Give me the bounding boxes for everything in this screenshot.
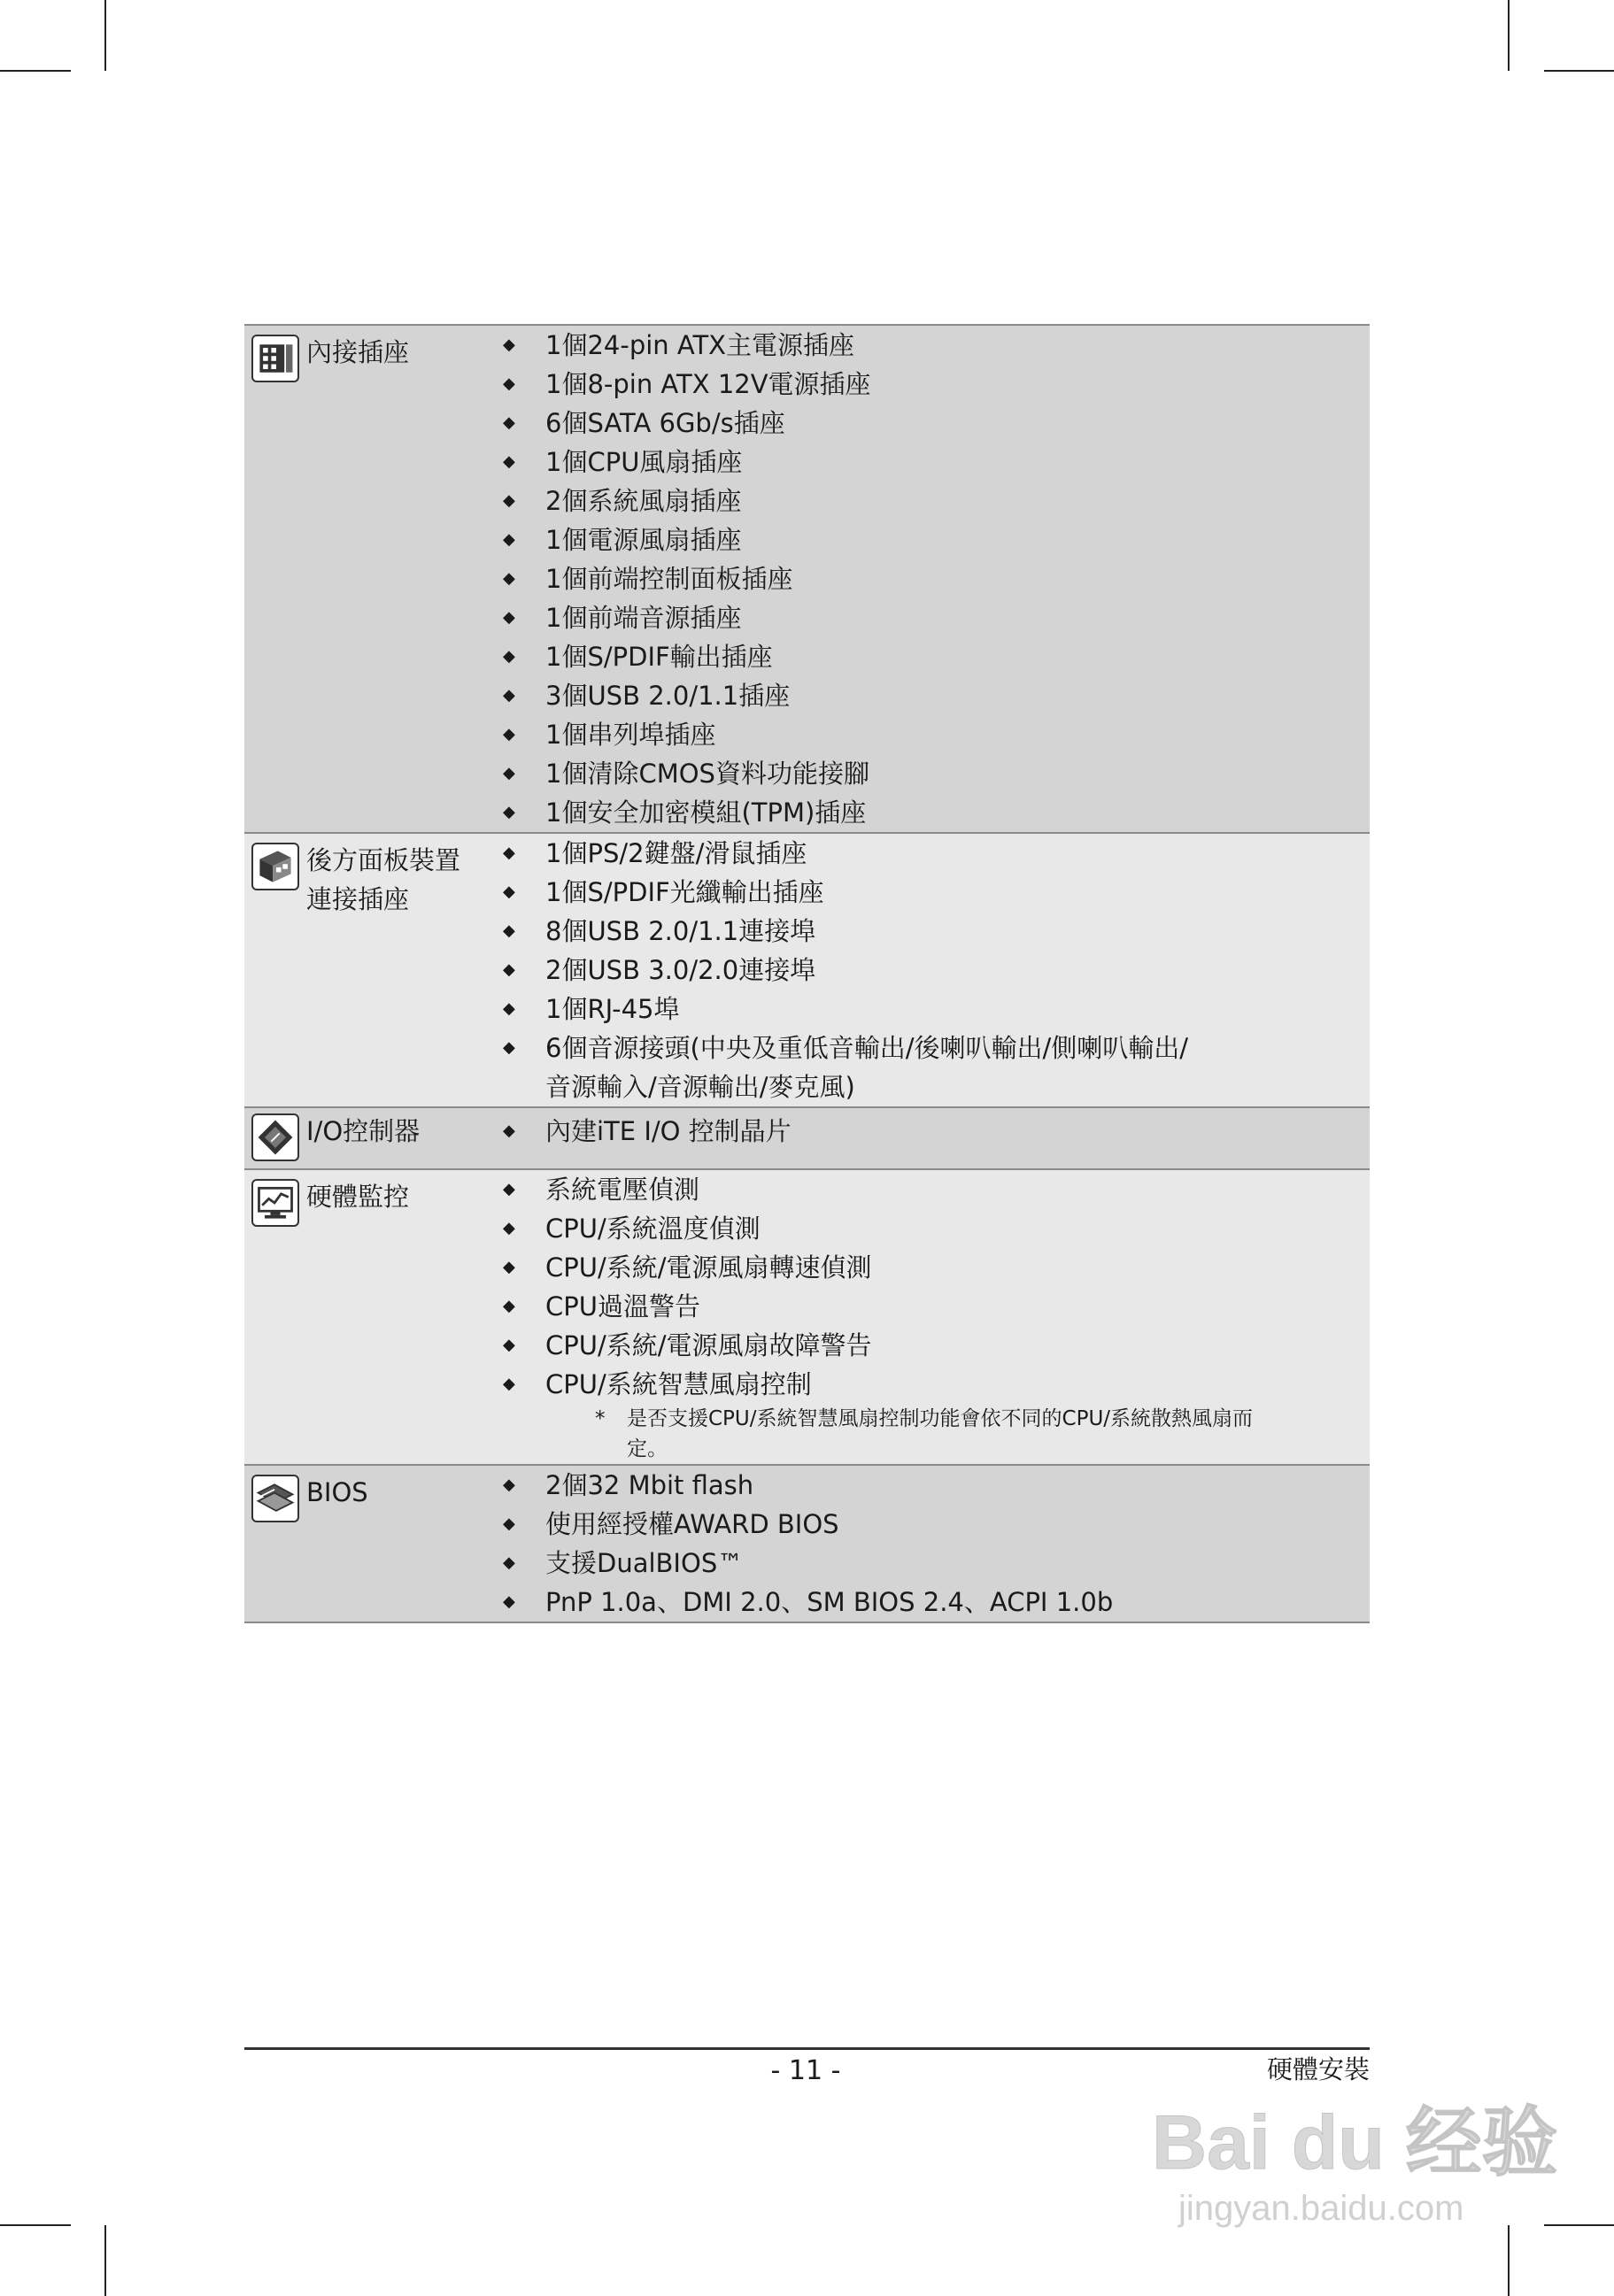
- footer-divider: [244, 2047, 1370, 2050]
- crop-mark: [1544, 2224, 1614, 2226]
- section-rear-panel: [244, 834, 1370, 1108]
- baidu-watermark: [1143, 2089, 1558, 2231]
- section-label: BIOS: [306, 1477, 368, 1507]
- section-label: 連接插座: [306, 884, 410, 914]
- crop-mark: [1544, 70, 1614, 72]
- list-item: ◆ 6個音源接頭(中央及重低音輸出/後喇叭輸出/側喇叭輸出/ 音源輸入/音源輸出/麥克風): [503, 1033, 1189, 1102]
- section-label: 內接插座: [306, 337, 410, 367]
- watermark-url: jingyan.baidu.com: [1178, 2189, 1464, 2228]
- list-item: ◆ 內建iTE I/O 控制晶片: [503, 1116, 792, 1146]
- section-internal-connectors: [244, 326, 1370, 834]
- list-item: ◆ 1個S/PDIF光纖輸出插座: [503, 877, 824, 907]
- list-item: ◆ CPU過溫警告: [503, 1291, 700, 1321]
- list-item: ◆ CPU/系統溫度偵測: [503, 1213, 761, 1244]
- list-item: ◆ CPU/系統智慧風扇控制: [503, 1369, 812, 1399]
- list-item: ◆ 6個SATA 6Gb/s插座: [503, 408, 785, 438]
- list-item: ◆ 2個USB 3.0/2.0連接埠: [503, 955, 816, 985]
- list-item: ◆ 1個前端音源插座: [503, 603, 742, 633]
- list-item: ◆ CPU/系統/電源風扇轉速偵測: [503, 1252, 872, 1283]
- list-item: ◆ 8個USB 2.0/1.1連接埠: [503, 916, 816, 946]
- page-number: - 11 -: [770, 2055, 841, 2086]
- list-item: ◆ 1個S/PDIF輸出插座: [503, 642, 773, 672]
- section-label: 硬體監控: [306, 1182, 410, 1212]
- section-hardware-monitor: [244, 1170, 1370, 1466]
- list-item: ◆ 1個PS/2鍵盤/滑鼠插座: [503, 838, 807, 868]
- list-item: ◆ 支援DualBIOS™: [503, 1548, 744, 1578]
- footnote: * 是否支援CPU/系統智慧風扇控制功能會依不同的CPU/系統散熱風扇而 定。: [595, 1407, 1254, 1460]
- section-io-controller: [244, 1108, 1370, 1170]
- crop-mark: [0, 2224, 71, 2226]
- section-label: 後方面板裝置: [306, 845, 461, 875]
- list-item: ◆ 1個清除CMOS資料功能接腳: [503, 759, 869, 789]
- list-item: ◆ 2個32 Mbit flash: [503, 1470, 754, 1500]
- crop-mark: [104, 0, 106, 71]
- list-item: ◆ 1個串列埠插座: [503, 720, 716, 750]
- list-item: ◆ 1個RJ-45埠: [503, 994, 680, 1024]
- spec-table: [244, 324, 1370, 1623]
- list-item: ◆ 1個CPU風扇插座: [503, 447, 743, 477]
- footer-title: 硬體安裝: [1266, 2054, 1370, 2084]
- list-item: ◆ CPU/系統/電源風扇故障警告: [503, 1330, 872, 1360]
- list-item: ◆ 系統電壓偵測: [503, 1175, 700, 1205]
- list-item: ◆ PnP 1.0a、DMI 2.0、SM BIOS 2.4、ACPI 1.0b: [503, 1587, 1114, 1617]
- list-item: ◆ 1個8-pin ATX 12V電源插座: [503, 369, 871, 399]
- crop-mark: [0, 70, 71, 72]
- list-item: ◆ 使用經授權AWARD BIOS: [503, 1509, 839, 1539]
- section-label: I/O控制器: [306, 1116, 421, 1146]
- list-item: ◆ 1個安全加密模組(TPM)插座: [503, 797, 867, 828]
- list-item: ◆ 1個電源風扇插座: [503, 525, 742, 555]
- crop-mark: [1508, 2225, 1510, 2296]
- list-item: ◆ 3個USB 2.0/1.1插座: [503, 681, 791, 711]
- watermark-logo-text: Bai du 经验: [1152, 2100, 1558, 2185]
- crop-mark: [104, 2225, 106, 2296]
- crop-mark: [1508, 0, 1510, 71]
- list-item: ◆ 1個24-pin ATX主電源插座: [503, 330, 855, 360]
- list-item: ◆ 2個系統風扇插座: [503, 486, 742, 516]
- section-bios: [244, 1466, 1370, 1623]
- list-item: ◆ 1個前端控制面板插座: [503, 564, 793, 594]
